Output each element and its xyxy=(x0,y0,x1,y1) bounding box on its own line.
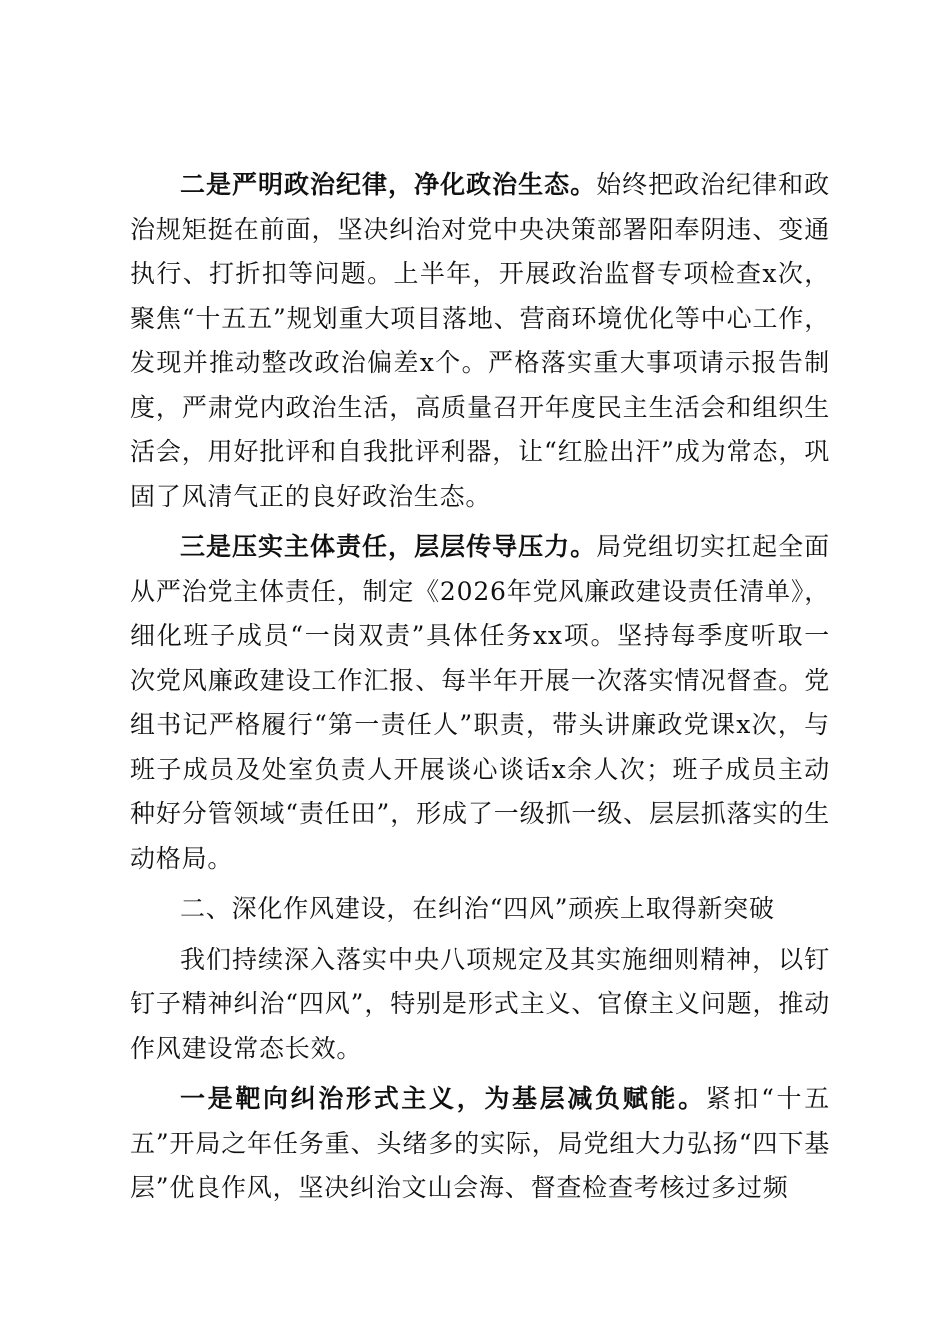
paragraph-lead: 一是靶向纠治形式主义，为基层减负赋能。 xyxy=(180,1084,706,1113)
paragraph-lead: 三是压实主体责任，层层传导压力。 xyxy=(180,532,597,561)
paragraph-lead: 二是严明政治纪律，净化政治生态。 xyxy=(180,170,597,199)
paragraph-body: 紧扣“十五五”开局之年任务重、头绪多的实际，局党组大力弘扬“四下基层”优良作风，坚决纠治文山会海、督查检查考核过多过频 xyxy=(130,1084,831,1202)
section-intro: 我们持续深入落实中央八项规定及其实施细则精神，以钉钉子精神纠治“四风”，特别是形式主义、官僚主义问题，推动作风建设常态长效。 xyxy=(130,944,830,1063)
paragraph-political-discipline xyxy=(130,163,830,519)
paragraph-body: 始终把政治纪律和政治规矩挺在前面，坚决纠治对党中央决策部署阳奉阴违、变通执行、打折扣等问题。上半年，开展政治监督专项检查x次，聚焦“十五五”规划重大项目落地、营商环境优化等中心工作，发现并推动整改政治偏差x个。严格落实重大事项请示报告制度，严肃党内政治生活，高质量召开年度民主生活会和组织生活会，用好批评和自我批评利器，让“红脸出汗”成为常态，巩固了风清气正的良好政治生态。 xyxy=(130,170,830,511)
section-heading: 二、深化作风建设，在纠治“四风”顽疾上取得新突破 xyxy=(180,894,775,923)
paragraph-formalism xyxy=(130,1077,830,1211)
document-page xyxy=(130,163,830,1217)
paragraph-body: 局党组切实扛起全面从严治党主体责任，制定《2026年党风廉政建设责任清单》，细化班子成员“一岗双责”具体任务xx项。坚持每季度听取一次党风廉政建设工作汇报、每半年开展一次落实情况督查。党组书记严格履行“第一责任人”职责，带头讲廉政党课x次，与班子成员及处室负责人开展谈心谈话x余人次；班子成员主动种好分管领域“责任田”，形成了一级抓一级、层层抓落实的生动格局。 xyxy=(130,532,830,873)
paragraph-main-responsibility xyxy=(130,525,830,881)
